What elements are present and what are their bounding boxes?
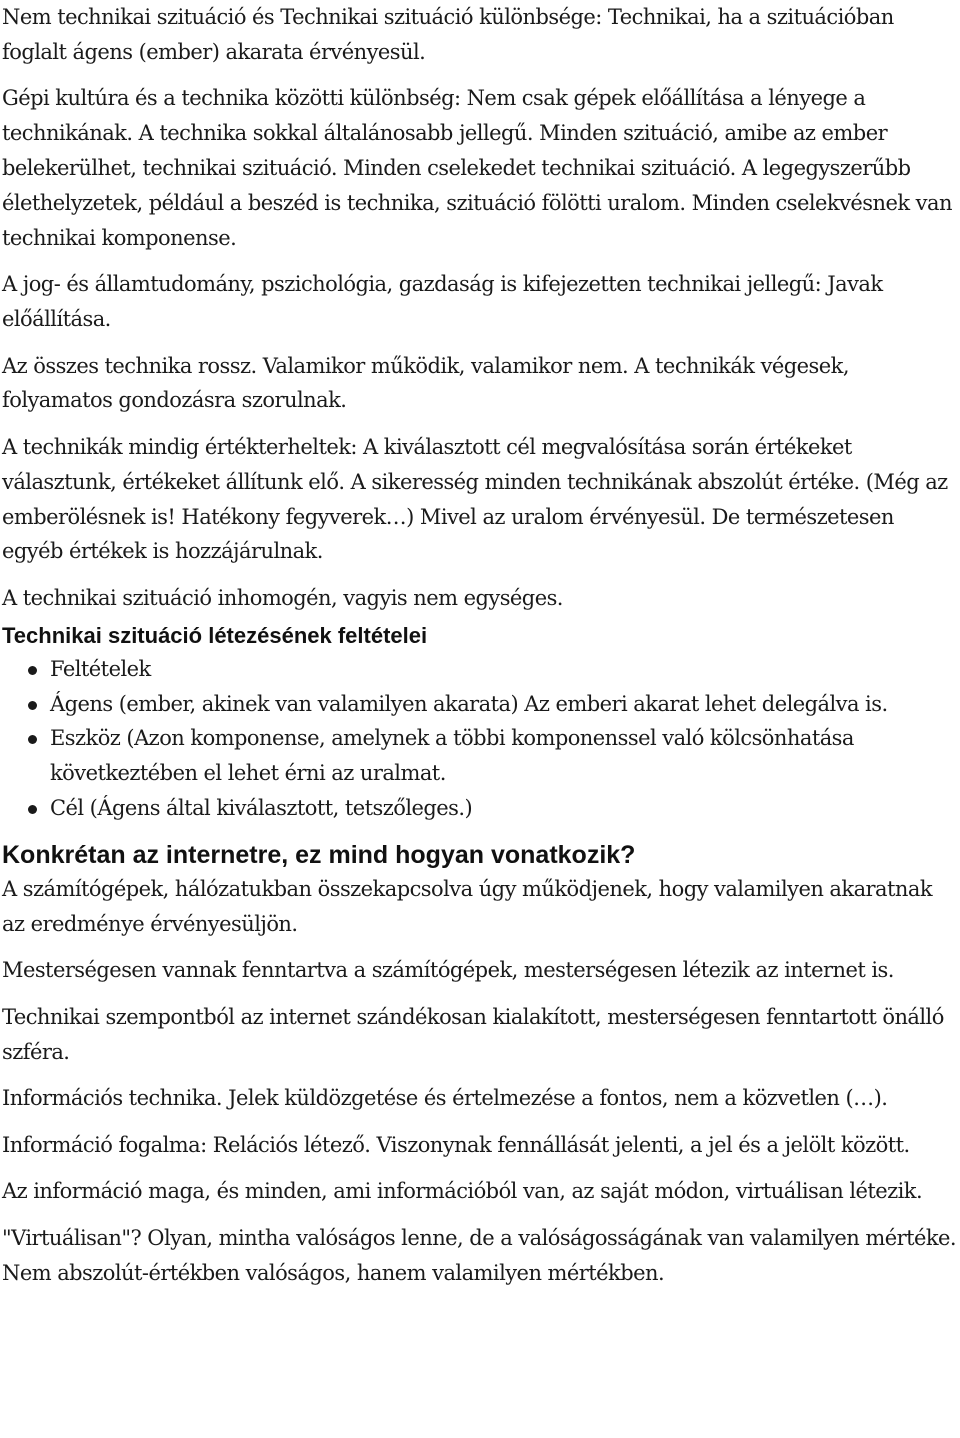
paragraph-computers-network: A számítógépek, hálózatukban összekapcsolva úgy működjenek, hogy valamilyen akaratnak az eredménye érvényesüljön. (2, 876, 933, 936)
list-item-text: Ágens (ember, akinek van valamilyen akarata) Az emberi akarat lehet delegálva is. (50, 691, 888, 716)
conditions-list (2, 652, 958, 826)
section-heading-conditions: Technikai szituáció létezésének feltételei (2, 622, 428, 648)
paragraph-information-virtual: Az információ maga, és minden, ami információból van, az saját módon, virtuálisan létezik. (2, 1179, 923, 1204)
paragraph-law-state-science: A jog- és államtudomány, pszichológia, gazdaság is kifejezetten technikai jellegű: Javak előállítása. (2, 272, 883, 331)
list-item (2, 652, 958, 687)
paragraph-inhomogeneous: A technikai szituáció inhomogén, vagyis nem egységes. (2, 585, 563, 610)
document-page (2, 0, 958, 1290)
paragraph-machine-culture: Gépi kultúra és a technika közötti különbség: Nem csak gépek előállítása a lényege a technikának. A technika sokkal általánosabb jellegű. Minden szituáció, amibe az ember belekerülhet, technikai szituáció. Minden cselekedet technikai szituáció. A legegyszerűbb élethelyzetek, például a beszéd is technika, szituáció fölötti uralom. Minden cselekvésnek van technikai komponense. (2, 86, 952, 250)
paragraph-techniques-value-laden: A technikák mindig értékterheltek: A kiválasztott cél megvalósítása során értékeket választunk, értékeket állítunk elő. A sikeresség minden technikának abszolút értéke. (Még az emberölésnek is! Hatékony fegyverek…) Mivel az uralom érvényesül. De természetesen egyéb értékek is hozzájárulnak. (2, 434, 948, 564)
section-heading-internet: Konkrétan az internetre, ez mind hogyan vonatkozik? (2, 840, 636, 869)
paragraph-information-technology: Információs technika. Jelek küldözgetése és értelmezése a fontos, nem a közvetlen (…). (2, 1086, 888, 1111)
paragraph-technical-situation-difference: Nem technikai szituáció és Technikai szituáció különbsége: Technikai, ha a szituációban foglalt ágens (ember) akarata érvényesül. (2, 5, 894, 64)
bullet-icon (28, 666, 37, 675)
paragraph-all-techniques-bad: Az összes technika rossz. Valamikor működik, valamikor nem. A technikák végesek, folyamatos gondozásra szorulnak. (2, 353, 849, 413)
list-item-text: Feltételek (50, 656, 151, 681)
bullet-icon (28, 805, 37, 814)
list-item-text: Eszköz (Azon komponense, amelynek a többi komponenssel való kölcsönhatása következtében el lehet érni az uralmat. (50, 726, 854, 786)
list-item (2, 791, 958, 826)
list-item-text: Cél (Ágens által kiválasztott, tetszőleges.) (50, 795, 473, 820)
paragraph-virtually-question: "Virtuálisan"? Olyan, mintha valóságos lenne, de a valóságosságának van valamilyen mértéke. Nem abszolút-értékben valóságos, hanem valamilyen mértékben. (2, 1225, 957, 1285)
list-item (2, 721, 958, 791)
paragraph-artificially-maintained: Mesterségesen vannak fenntartva a számítógépek, mesterségesen létezik az internet is. (2, 958, 894, 983)
paragraph-information-concept: Információ fogalma: Relációs létező. Viszonynak fennállását jelenti, a jel és a jelölt között. (2, 1132, 910, 1157)
paragraph-technical-sphere: Technikai szempontból az internet szándékosan kialakított, mesterségesen fenntartott önálló szféra. (2, 1004, 944, 1064)
bullet-icon (28, 701, 37, 710)
bullet-icon (28, 735, 37, 744)
list-item (2, 687, 958, 722)
